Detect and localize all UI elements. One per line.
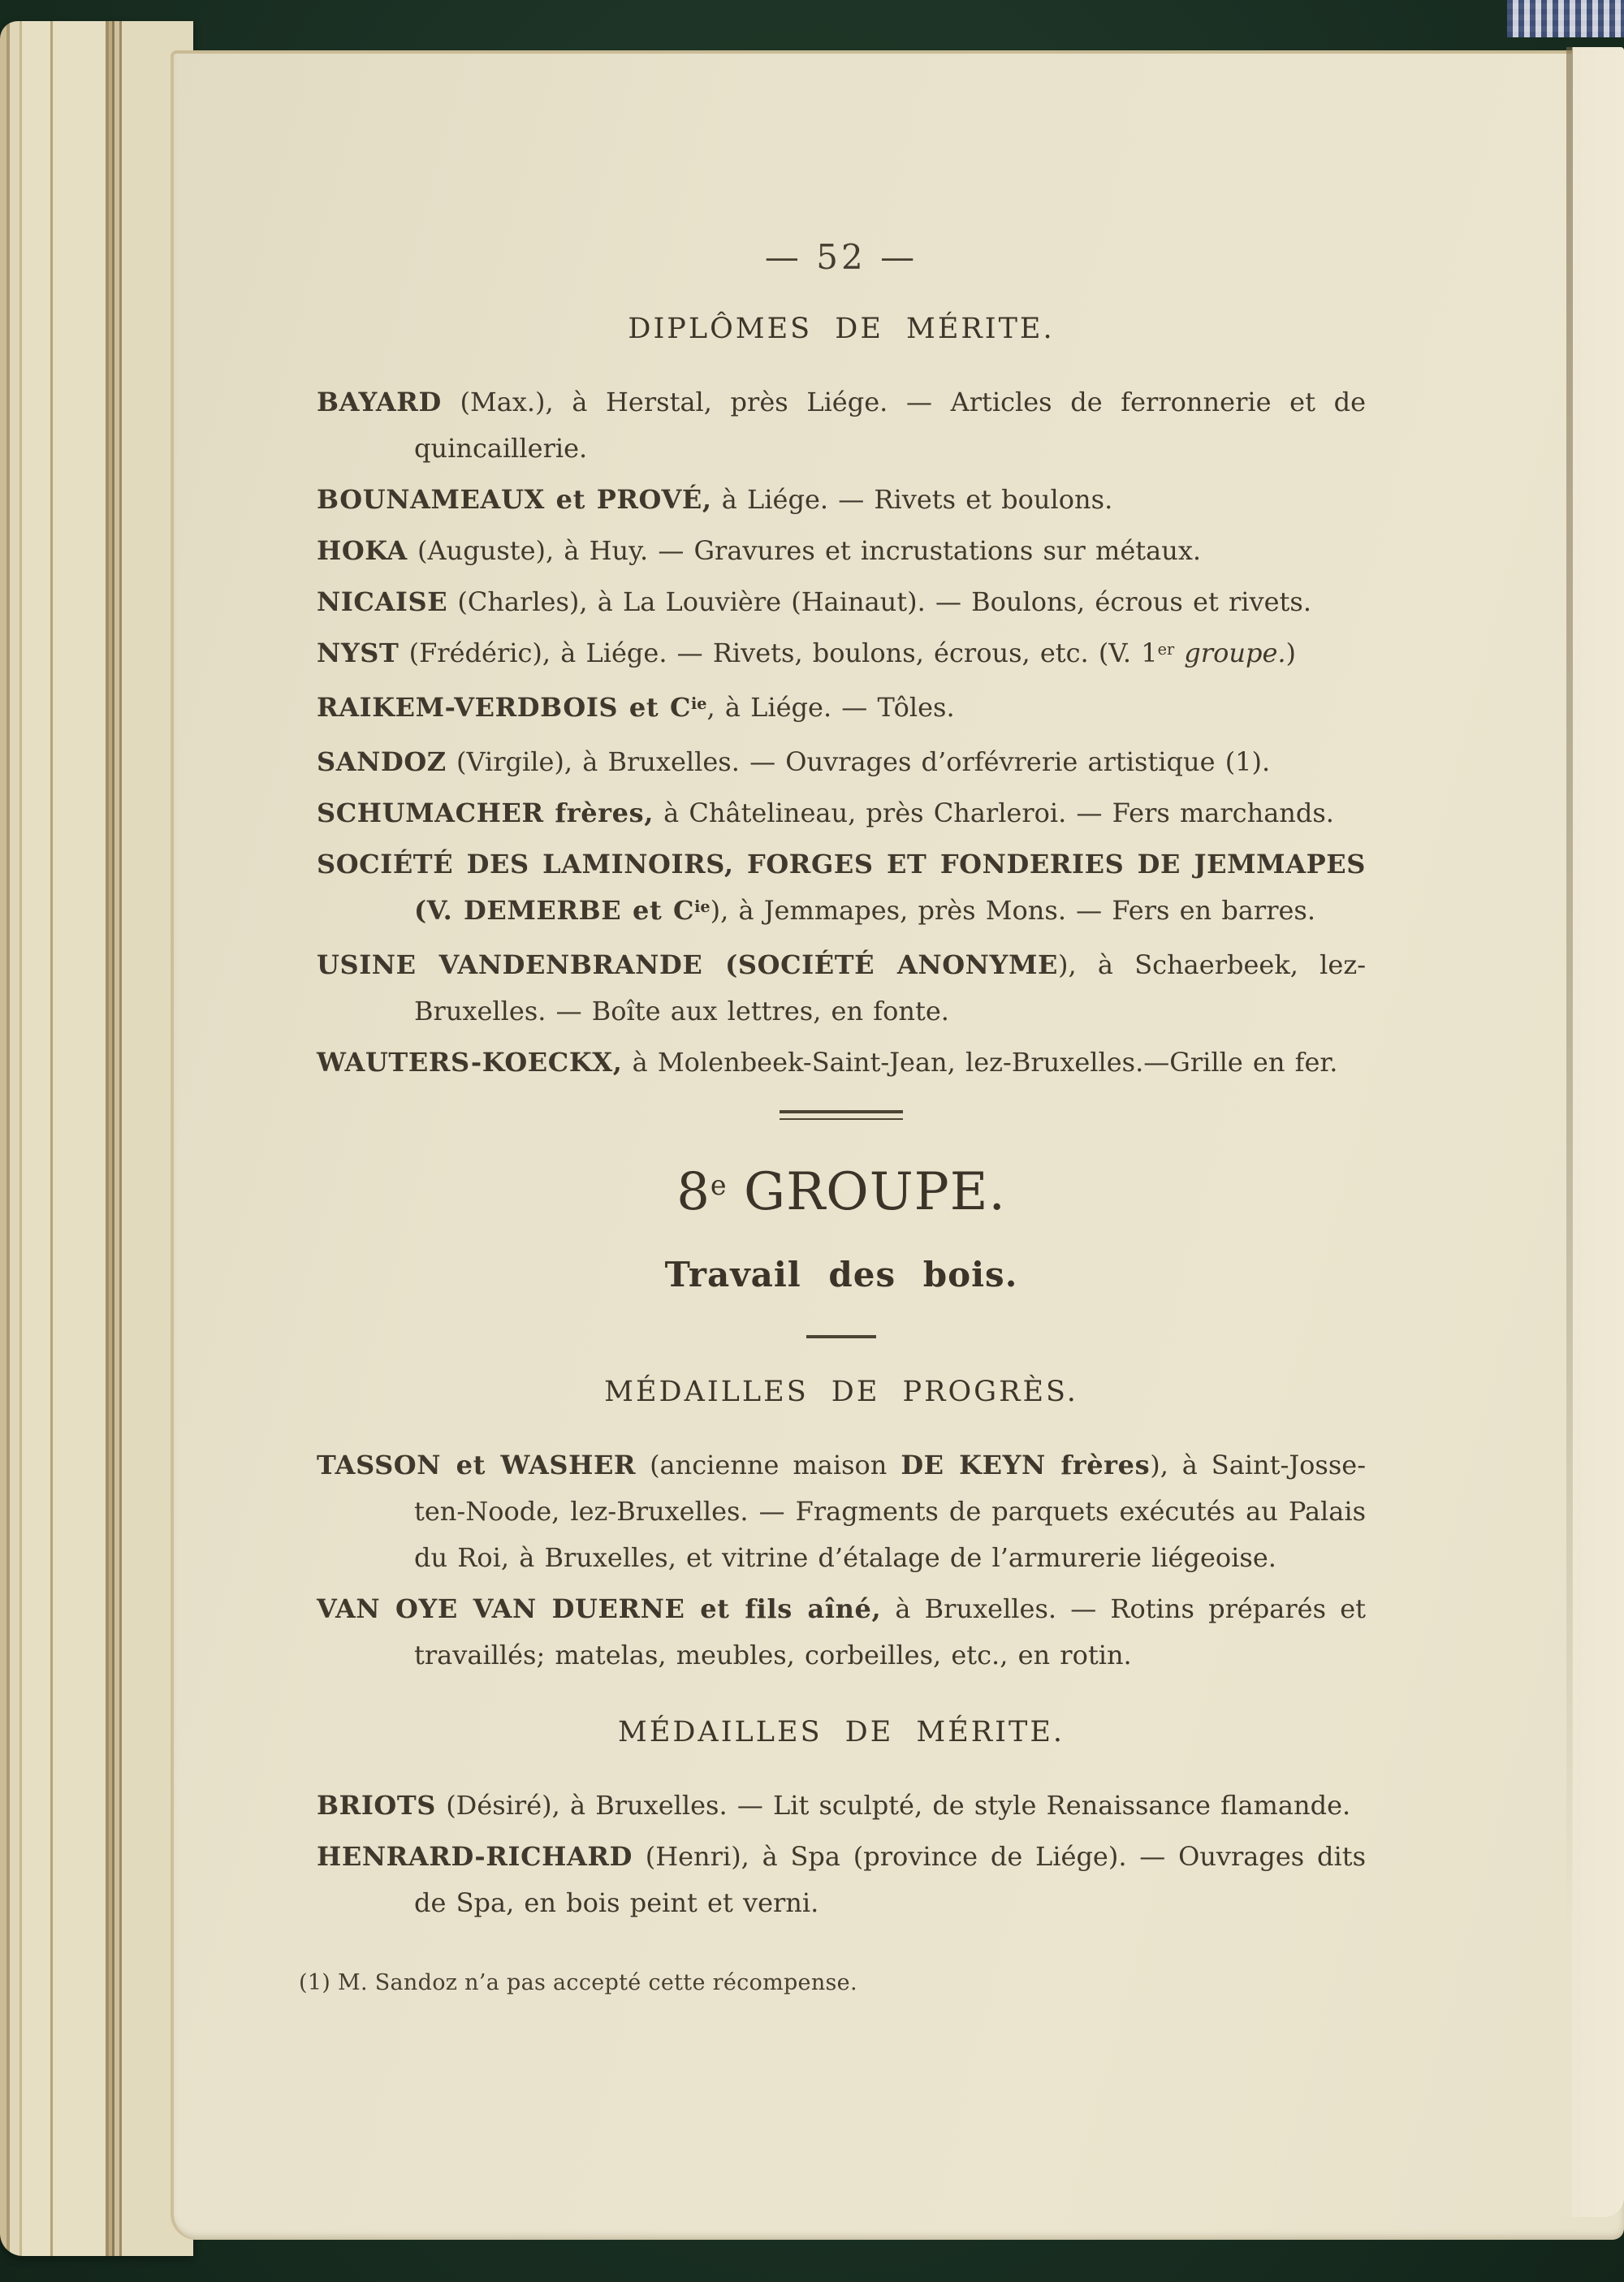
subtitle-divider-rule [806, 1335, 876, 1338]
text-segment: , à Liége. — Tôles. [706, 692, 955, 723]
text-segment: (Désiré), à Bruxelles. — Lit sculpté, de style Renaissance flamande. [436, 1790, 1351, 1821]
text-segment: SANDOZ [317, 746, 447, 777]
text-segment: NICAISE [317, 586, 448, 617]
entry-henrard-richard [317, 1834, 1366, 1926]
text-segment: ), à Saint-Josse-ten-Noode, lez-Bruxelles. — Fragments de parquets exécutés au Palais du Roi, à Bruxelles, et vitrine d’étalage de l’armurerie liégeoise. [414, 1450, 1367, 1573]
text-segment: DE KEYN frères [901, 1450, 1151, 1480]
text-segment: (Frédéric), à Liége. — Rivets, boulons, écrous, etc. (V. 1 [399, 637, 1158, 668]
entry-nyst [317, 630, 1366, 680]
text-segment: e [710, 1169, 727, 1201]
text-segment: à Liége. — Rivets et boulons. [711, 484, 1113, 515]
text-segment: HOKA [317, 535, 408, 566]
text-segment: (Charles), à La Louvière (Hainaut). — Boulons, écrous et rivets. [447, 586, 1311, 617]
text-segment: à Châtelineau, près Charleroi. — Fers marchands. [653, 797, 1334, 828]
text-column [299, 237, 1367, 1995]
text-segment: (Max.), à Herstal, près Liége. — Articles de ferronnerie et de quincaillerie. [414, 387, 1366, 464]
facing-page-sliver [1572, 47, 1624, 2217]
text-segment: GROUPE. [726, 1162, 1006, 1222]
book-headband-checker [1507, 0, 1624, 37]
footnote-sandoz: (1) M. Sandoz n’a pas accepté cette récompense. [299, 1970, 857, 1995]
text-segment: RAIKEM-VERDBOIS et C [317, 692, 692, 723]
text-segment: à Bruxelles. — Rotins préparés et travaillés; matelas, meubles, corbeilles, etc., en rotin. [414, 1593, 1366, 1670]
text-segment [1174, 637, 1184, 668]
text-segment: VAN OYE VAN DUERNE et fils aîné, [317, 1593, 882, 1624]
text-segment: NYST [317, 637, 400, 668]
text-segment: ), à Jemmapes, près Mons. — Fers en barres. [710, 895, 1316, 926]
entry-wauters-koeckx [317, 1039, 1366, 1086]
heading-diplomes-de-merite: DIPLÔMES DE MÉRITE. [628, 313, 1055, 345]
text-segment: BAYARD [317, 387, 442, 417]
text-segment: er [1157, 640, 1175, 659]
section-divider-double-rule [780, 1110, 903, 1120]
text-segment: BRIOTS [317, 1790, 437, 1821]
text-segment: (Virgile), à Bruxelles. — Ouvrages d’orfévrerie artistique (1). [446, 746, 1271, 777]
text-segment: HENRARD-RICHARD [317, 1841, 633, 1872]
entry-raikem-verdbois [317, 685, 1366, 734]
text-segment: SOCIÉTÉ DES LAMINOIRS, FORGES ET FONDERIES DE JEMMAPES (V. DEMERBE et C [317, 849, 1366, 926]
entry-briots [317, 1783, 1366, 1829]
entry-usine-vandenbrande [317, 942, 1366, 1035]
entry-bayard [317, 379, 1366, 472]
text-segment: ie [694, 897, 710, 917]
gutter-crease [1566, 47, 1573, 1931]
entry-nicaise [317, 579, 1366, 625]
text-segment: USINE VANDENBRANDE (SOCIÉTÉ ANONYME [317, 949, 1058, 980]
text-segment: (Auguste), à Huy. — Gravures et incrustations sur métaux. [407, 535, 1202, 566]
heading-medailles-de-merite: MÉDAILLES DE MÉRITE. [617, 1716, 1065, 1748]
text-segment: SCHUMACHER frères, [317, 797, 654, 828]
subtitle-travail-des-bois: Travail des bois. [664, 1255, 1018, 1294]
text-segment: groupe. [1184, 637, 1286, 668]
text-segment: ), à Schaerbeek, lez-Bruxelles. — Boîte aux lettres, en fonte. [414, 949, 1367, 1026]
entry-van-oye-van-duerne [317, 1586, 1366, 1679]
text-segment: ) [1285, 637, 1297, 668]
entry-bounameaux-prove [317, 477, 1366, 523]
text-segment: BOUNAMEAUX et PROVÉ, [317, 484, 712, 515]
text-segment: WAUTERS-KOECKX, [317, 1047, 623, 1078]
text-segment: (ancienne maison [636, 1450, 901, 1480]
text-segment: TASSON et WASHER [317, 1450, 637, 1480]
text-segment: à Molenbeek-Saint-Jean, lez-Bruxelles.—Grille en fer. [622, 1047, 1338, 1078]
page-edge-stack [0, 21, 193, 2256]
entry-schumacher [317, 790, 1366, 836]
entry-sandoz [317, 739, 1366, 785]
text-segment: (Henri), à Spa (province de Liége). — Ouvrages dits de Spa, en bois peint et verni. [414, 1841, 1366, 1918]
page-number: — 52 — [764, 237, 918, 277]
heading-8e-groupe [317, 1162, 1366, 1222]
text-segment: 8 [676, 1162, 710, 1222]
entry-tasson-washer [317, 1442, 1366, 1581]
heading-medailles-de-progres: MÉDAILLES DE PROGRÈS. [604, 1376, 1078, 1408]
text-segment: ie [691, 694, 707, 714]
entry-societe-laminoirs-jemmapes [317, 841, 1366, 937]
entry-hoka [317, 528, 1366, 574]
